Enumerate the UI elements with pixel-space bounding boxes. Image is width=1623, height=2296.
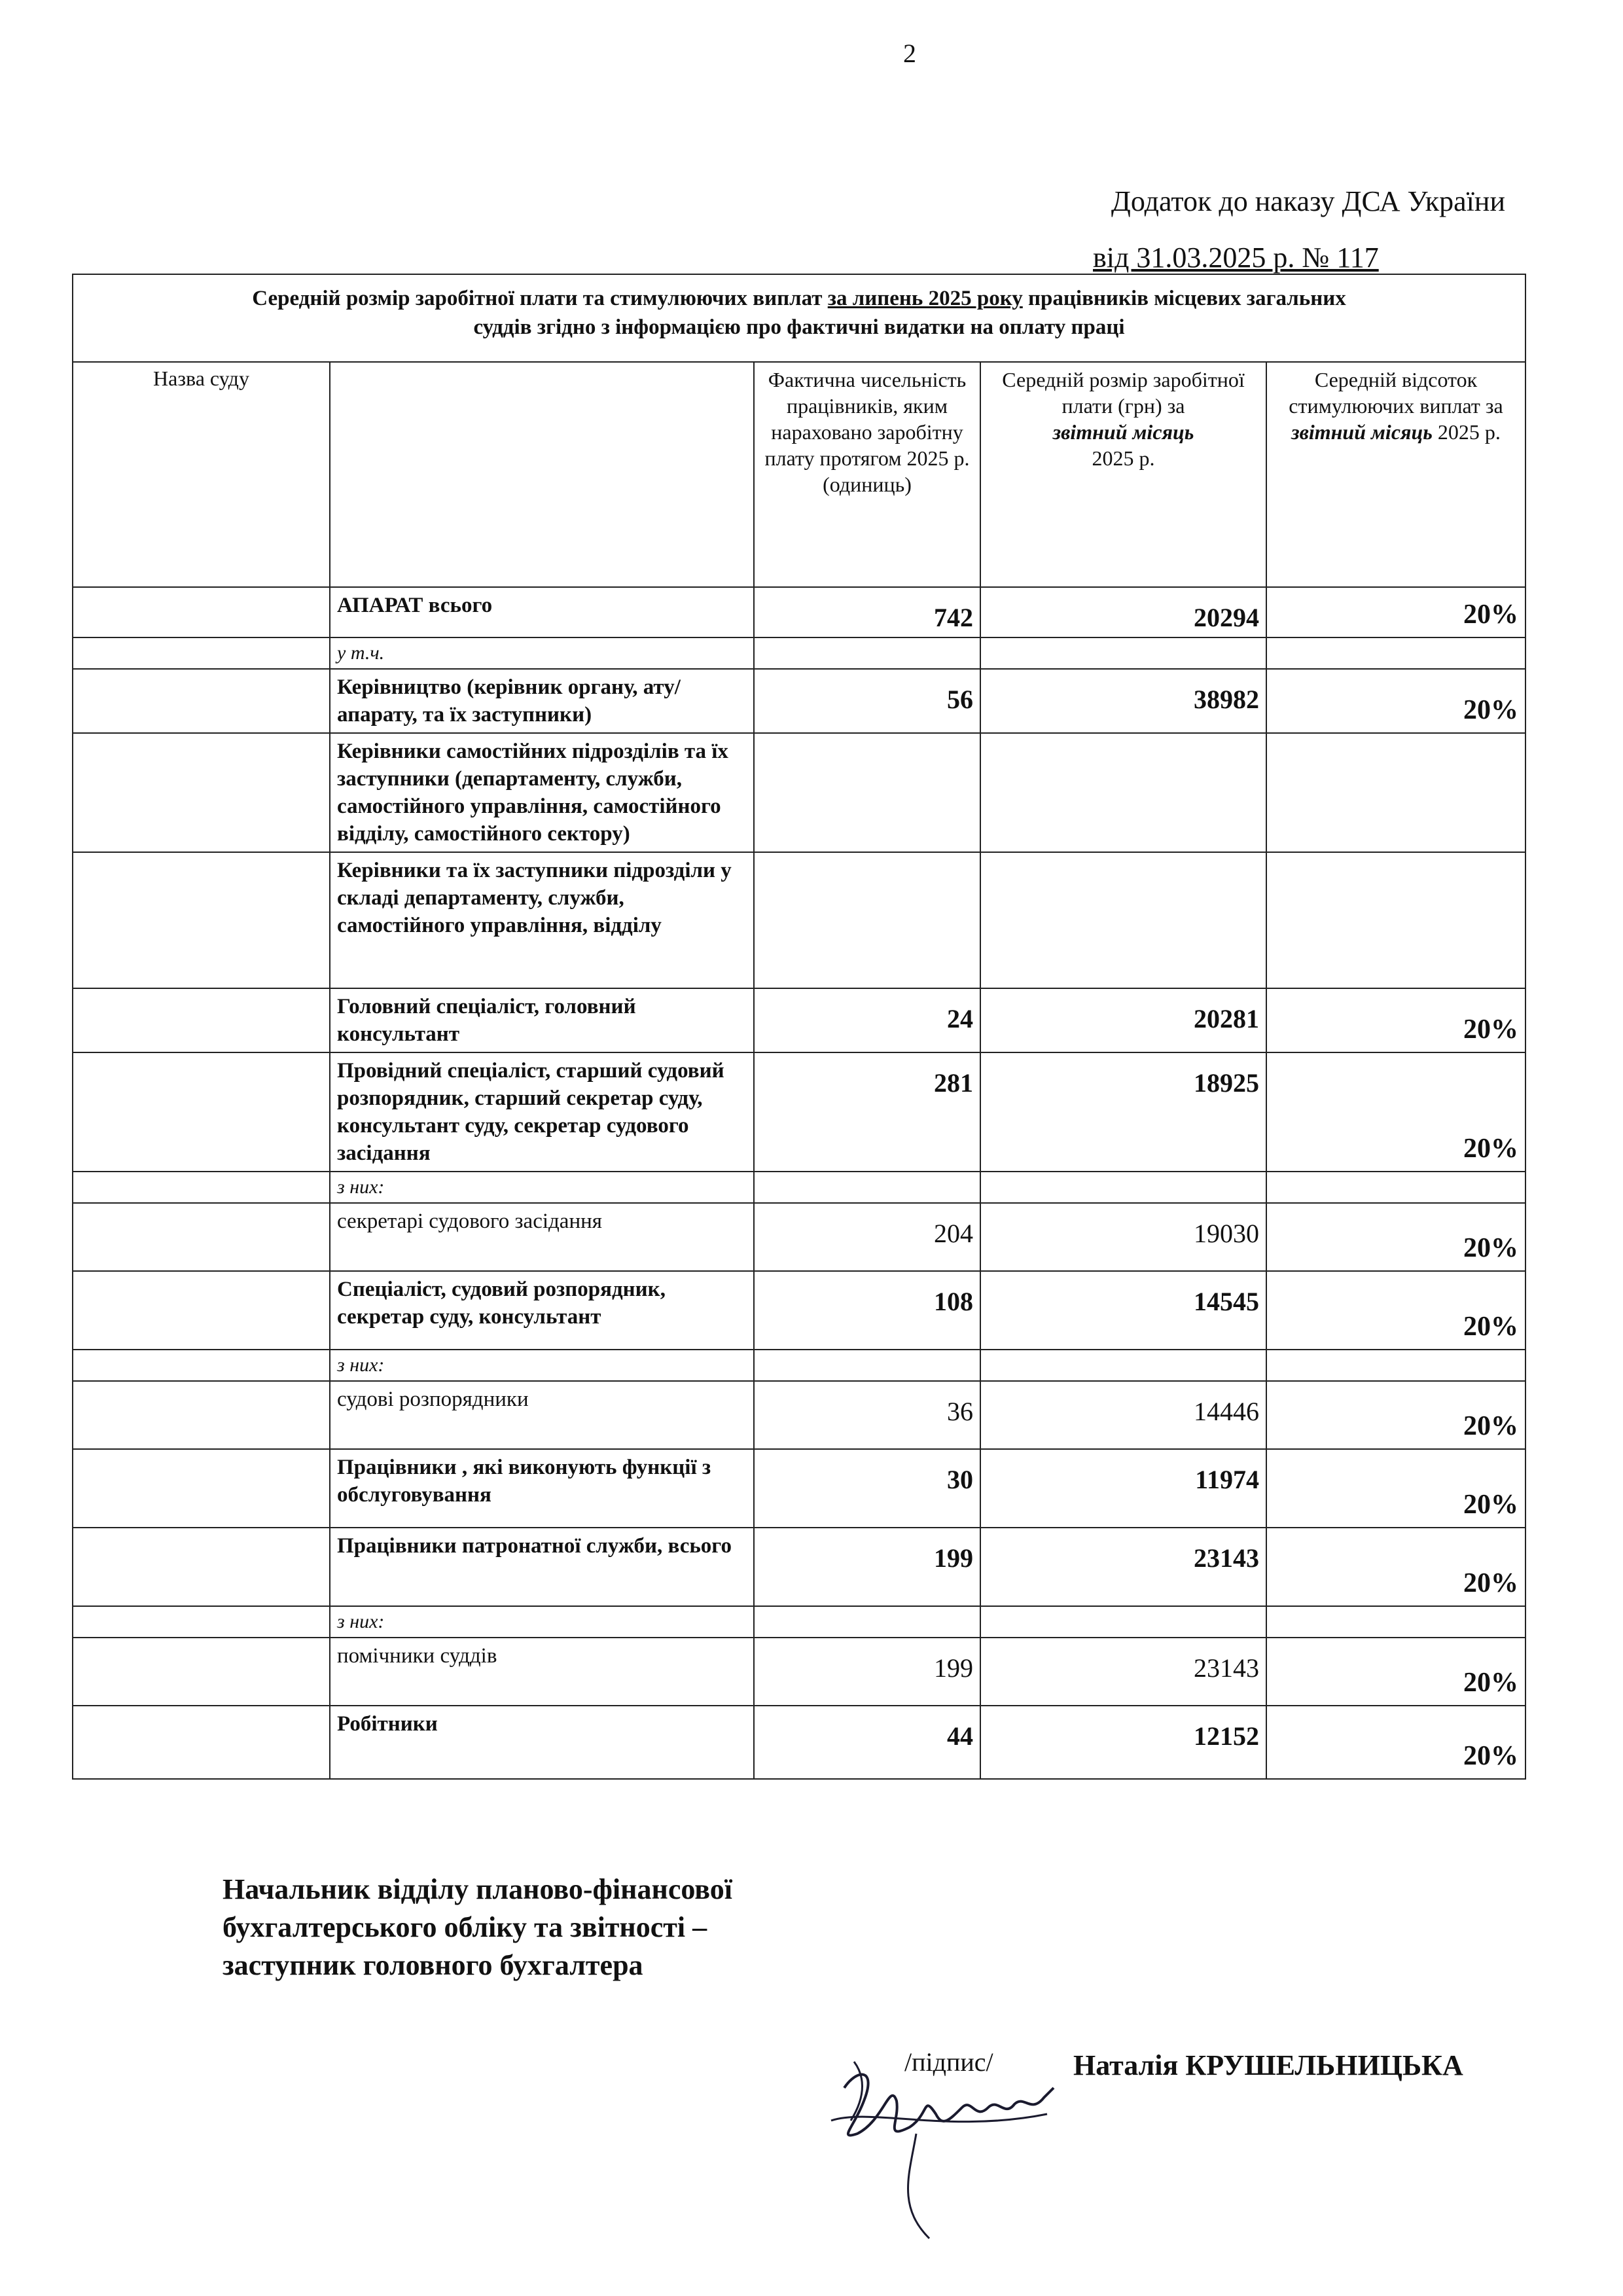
- count-cell: 204: [754, 1203, 980, 1271]
- percent-cell: [1266, 1350, 1525, 1381]
- count-cell: 44: [754, 1706, 980, 1779]
- table-title-line2: суддів згідно з інформацією про фактичні видатки на оплату праці: [473, 315, 1125, 339]
- table-title: [73, 274, 1525, 362]
- percent-cell: 20%: [1266, 1203, 1525, 1271]
- row-label: з них:: [330, 1606, 754, 1638]
- header-bonus-italic: звітний місяць: [1291, 420, 1433, 444]
- table-title-part2: працівників місцевих загальних: [1022, 287, 1346, 310]
- percent-cell: [1266, 1172, 1525, 1203]
- court-cell: [73, 1271, 330, 1350]
- salary-cell: 20281: [980, 988, 1266, 1052]
- count-cell: [754, 1172, 980, 1203]
- court-cell: [73, 1449, 330, 1528]
- table-row: [73, 587, 1525, 637]
- row-label: Робітники: [330, 1706, 754, 1779]
- percent-cell: 20%: [1266, 988, 1525, 1052]
- table-row: [73, 1172, 1525, 1203]
- percent-cell: 20%: [1266, 1528, 1525, 1606]
- count-cell: 199: [754, 1638, 980, 1706]
- salary-cell: [980, 852, 1266, 988]
- salary-cell: 38982: [980, 669, 1266, 733]
- table-title-period: за липень 2025 року: [827, 287, 1023, 310]
- table-title-row: [73, 274, 1525, 362]
- salary-cell: 23143: [980, 1638, 1266, 1706]
- salary-cell: [980, 1172, 1266, 1203]
- court-cell: [73, 1052, 330, 1172]
- table-row: [73, 1052, 1525, 1172]
- salary-cell: 11974: [980, 1449, 1266, 1528]
- header-bonus-text: Середній відсоток стимулюючих виплат за: [1289, 368, 1503, 418]
- court-cell: [73, 637, 330, 669]
- count-cell: [754, 1350, 980, 1381]
- header-count: Фактична чисельність працівників, яким нараховано заробітну плату протягом 2025 р. (одиниць): [754, 362, 980, 587]
- count-cell: 199: [754, 1528, 980, 1606]
- count-cell: 742: [754, 587, 980, 637]
- court-cell: [73, 1381, 330, 1449]
- table-row: [73, 1449, 1525, 1528]
- percent-cell: [1266, 852, 1525, 988]
- percent-cell: [1266, 637, 1525, 669]
- court-cell: [73, 587, 330, 637]
- footer-position-line2: бухгалтерського обліку та звітності –: [223, 1911, 707, 1943]
- court-cell: [73, 1706, 330, 1779]
- table-row: [73, 1203, 1525, 1271]
- header-salary: [980, 362, 1266, 587]
- count-cell: [754, 637, 980, 669]
- court-cell: [73, 1606, 330, 1638]
- count-cell: [754, 852, 980, 988]
- court-cell: [73, 733, 330, 852]
- table-row: [73, 1528, 1525, 1606]
- header-court-name: Назва суду: [73, 362, 330, 587]
- table-row: [73, 1381, 1525, 1449]
- table-row: [73, 1350, 1525, 1381]
- footer-position-line3: заступник головного бухгалтера: [223, 1949, 643, 1981]
- salary-cell: [980, 733, 1266, 852]
- appendix-date: від 31.03.2025 р. № 117: [1093, 242, 1379, 274]
- row-label: Працівники , які виконують функції з обслуговування: [330, 1449, 754, 1528]
- court-cell: [73, 1172, 330, 1203]
- header-salary-year: 2025 р.: [1092, 446, 1155, 470]
- count-cell: [754, 733, 980, 852]
- percent-cell: 20%: [1266, 1706, 1525, 1779]
- percent-cell: 20%: [1266, 1638, 1525, 1706]
- salary-cell: [980, 637, 1266, 669]
- row-label: Керівництво (керівник органу, ату/апарату, та їх заступники): [330, 669, 754, 733]
- count-cell: [754, 1606, 980, 1638]
- salary-cell: 14446: [980, 1381, 1266, 1449]
- table-row: [73, 1638, 1525, 1706]
- count-cell: 24: [754, 988, 980, 1052]
- salary-cell: 19030: [980, 1203, 1266, 1271]
- row-label: Спеціаліст, судовий розпорядник, секретар суду, консультант: [330, 1271, 754, 1350]
- signature-label: /підпис/: [904, 2047, 993, 2077]
- table-row: [73, 988, 1525, 1052]
- salary-cell: 14545: [980, 1271, 1266, 1350]
- table-row: [73, 733, 1525, 852]
- page-number: 2: [903, 39, 916, 68]
- percent-cell: 20%: [1266, 1271, 1525, 1350]
- row-label: помічники суддів: [330, 1638, 754, 1706]
- header-bonus-year: 2025 р.: [1437, 420, 1501, 444]
- salary-cell: [980, 1350, 1266, 1381]
- percent-cell: 20%: [1266, 1052, 1525, 1172]
- table-row: [73, 1271, 1525, 1350]
- percent-cell: 20%: [1266, 1449, 1525, 1528]
- percent-cell: 20%: [1266, 669, 1525, 733]
- footer-position: [223, 1871, 732, 1984]
- header-salary-italic: звітний місяць: [1052, 420, 1194, 444]
- row-label: секретарі судового засідання: [330, 1203, 754, 1271]
- row-label: Головний спеціаліст, головний консультант: [330, 988, 754, 1052]
- salary-cell: 20294: [980, 587, 1266, 637]
- salary-cell: [980, 1606, 1266, 1638]
- salary-table: [72, 274, 1526, 1780]
- court-cell: [73, 669, 330, 733]
- table-row: [73, 852, 1525, 988]
- count-cell: 30: [754, 1449, 980, 1528]
- row-label: Керівники самостійних підрозділів та їх заступники (департаменту, служби, самостійного управління, самостійного відділу, самостійного сектору): [330, 733, 754, 852]
- row-label: Провідний спеціаліст, старший судовий розпорядник, старший секретар суду, консультант суду, секретар судового засідання: [330, 1052, 754, 1172]
- header-bonus: [1266, 362, 1525, 587]
- table-body: [73, 587, 1525, 1779]
- footer-position-line1: Начальник відділу планово-фінансової: [223, 1873, 732, 1905]
- salary-cell: 12152: [980, 1706, 1266, 1779]
- salary-cell: 23143: [980, 1528, 1266, 1606]
- header-position: [330, 362, 754, 587]
- signer-name: Наталія КРУШЕЛЬНИЦЬКА: [1073, 2049, 1463, 2081]
- table-row: [73, 637, 1525, 669]
- court-cell: [73, 1203, 330, 1271]
- table-row: [73, 1706, 1525, 1779]
- row-label: з них:: [330, 1350, 754, 1381]
- percent-cell: 20%: [1266, 1381, 1525, 1449]
- court-cell: [73, 988, 330, 1052]
- count-cell: 56: [754, 669, 980, 733]
- table-row: [73, 1606, 1525, 1638]
- row-label: судові розпорядники: [330, 1381, 754, 1449]
- appendix-title: Додаток до наказу ДСА України: [1111, 185, 1505, 217]
- table-row: [73, 669, 1525, 733]
- row-label: Керівники та їх заступники підрозділи у складі департаменту, служби, самостійного управління, відділу: [330, 852, 754, 988]
- table-title-part1: Середній розмір заробітної плати та стимулюючих виплат: [252, 287, 828, 310]
- row-label: з них:: [330, 1172, 754, 1203]
- court-cell: [73, 852, 330, 988]
- count-cell: 108: [754, 1271, 980, 1350]
- row-label: АПАРАТ всього: [330, 587, 754, 637]
- row-label: Працівники патронатної служби, всього: [330, 1528, 754, 1606]
- percent-cell: [1266, 1606, 1525, 1638]
- court-cell: [73, 1638, 330, 1706]
- row-label: у т.ч.: [330, 637, 754, 669]
- count-cell: 36: [754, 1381, 980, 1449]
- count-cell: 281: [754, 1052, 980, 1172]
- percent-cell: [1266, 733, 1525, 852]
- header-salary-text: Середній розмір заробітної плати (грн) за: [1002, 368, 1245, 418]
- percent-cell: 20%: [1266, 587, 1525, 637]
- salary-cell: 18925: [980, 1052, 1266, 1172]
- court-cell: [73, 1350, 330, 1381]
- court-cell: [73, 1528, 330, 1606]
- table-header-row: [73, 362, 1525, 587]
